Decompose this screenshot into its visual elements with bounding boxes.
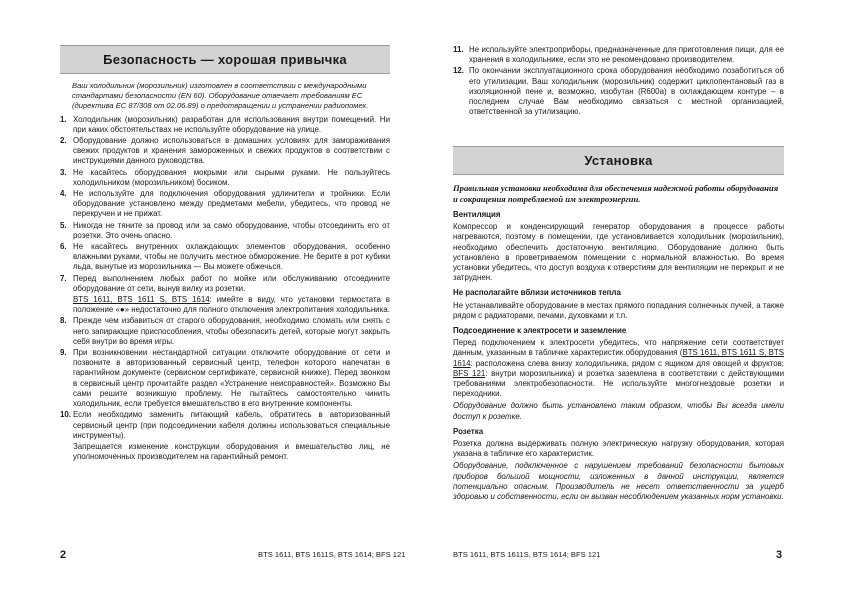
electric-title: Подсоединение к электросети и заземление xyxy=(453,326,627,336)
right-top-list xyxy=(453,45,784,118)
list-item: 1. Холодильник (морозильник) разработан для использования внутри помещений. Ни при каких обстоятельствах не используйте оборудование на улице. xyxy=(60,114,390,134)
list-item: 12. По окончании эксплуатационного срока оборудования необходимо позаботиться об его утилизации. Ваш холодильник (морозильник) содержит циклопентановый газ в изоляционной пене и, возможно, изобутан (R600a) в охлаждающем контуре – в последнем случае Вам необходимо связаться с местной организацией, ответственной за утилизацию. xyxy=(453,66,784,117)
socket-title: Розетка xyxy=(453,426,484,436)
footer-models: BTS 1611, BTS 1611S, BTS 1614; BFS 121 xyxy=(453,550,601,559)
list-item: 3. Не касайтесь оборудования мокрыми или сырыми руками. Не пользуйтесь холодильником (морозильником) босиком. xyxy=(60,167,390,187)
list-item: 11. Не используйте электроприборы, предназначенные для приготовления пищи, для ее хранения в холодильнике, если это не рекомендовано производителем. xyxy=(453,45,784,65)
list-item: 6. Не касайтесь внутренних охлаждающих элементов оборудования, особенно влажными руками, чтобы не получить местное обморожение. Не берите в рот кубики льда, вынутые из морозильника — Вы можете обжечься. xyxy=(60,242,390,272)
footer-models: BTS 1611, BTS 1611S, BTS 1614; BFS 121 xyxy=(258,550,406,559)
item7-note: BTS 1611, BTS 1611 S, BTS 1614: имейте в виду, что установки термостата в положение «●» недостаточно для полного отключения электропитания холодильника. xyxy=(73,295,390,315)
list-item: 7. Перед выполнением любых работ по мойке или обслуживанию отсоедините оборудование от сети, вынув вилку из розетки. BTS 1611, BTS 1611 S, BTS 1614: имейте в виду, что установки термостата в положение «●» недостаточно для полного отключения электропитания холодильника. xyxy=(60,273,390,315)
section-heading-installation xyxy=(453,146,784,175)
list-item: 4. Не используйте для подключения оборудования удлинители и тройники. Если оборудование установлено между предметами мебели, убедитесь, что провод не перекручен и не прижат. xyxy=(60,189,390,219)
right-page xyxy=(421,0,842,595)
heat-text: Не устанавливайте оборудование в местах прямого попадания солнечных лучей, а также рядом с радиаторами, печами, духовками и т.п. xyxy=(453,300,784,320)
installation-intro: Правильная установка необходима для обеспечения надежной работы оборудования и сокращения потребляемой им электроэнергии. xyxy=(453,183,779,204)
section-heading-safety xyxy=(60,45,390,74)
list-item: 5. Никогда не тяните за провод или за само оборудование, чтобы отсоединить его от розетки. Это очень опасно. xyxy=(60,220,390,240)
heading-text: Установка xyxy=(584,153,653,168)
list-item: 9. При возникновении нестандартной ситуации отключите оборудование от сети и позвоните в авторизованный сервисный центр, телефон которого напечатан в гарантийном документе (сервисном сертификате, сервисной книжке). Перед звонком в сервисный центр прочитайте раздел «Устранение неисправностей». Возможно Вы сами решите возникшую проблему. Не пытайтесь самостоятельно чинить холодильник, если требуется вмешательство в его внутренние компоненты. xyxy=(60,348,390,409)
list-item: 8. Прежде чем избавиться от старого оборудования, необходимо сломать или снять с него запирающие приспособления, чтобы обезопасить детей, которые могут закрыть себя внутри во время игры. xyxy=(60,316,390,346)
safety-intro: Ваш холодильник (морозильник) изготовлен в соответствии с международными стандартами безопасности (EN 60). Оборудование отвечает требованиям ЕС (директива ЕС 87/308 от 02.06.89) о предотвращении и устранении радиопомех. xyxy=(72,81,369,111)
heading-text: Безопасность — хорошая привычка xyxy=(103,52,347,67)
right-column xyxy=(453,183,784,504)
electric-text: Перед подключением к электросети убедитесь, что напряжение сети соответствует данным, указанным в табличке характеристик оборудования (BTS 1611, BTS 1611 S, BTS 1614: расположена слева внизу холодильника, рядом с ящиком для овощей и фруктов; BFS 121: внутри морозильника) и розетка заземлена в соответствии с действующими требованиями электробезопасности. Не используйте многогнездовые розетки и переходники. xyxy=(453,338,785,399)
socket-text: Розетка должна выдерживать полную электрическую нагрузку оборудования, которая указана в табличке его характеристик. xyxy=(453,439,784,459)
ventilation-title: Вентиляция xyxy=(453,210,501,219)
left-column xyxy=(60,81,390,463)
socket-italic: Оборудование, подключенное с нарушением требований безопасности бытовых приборов большой мощности, изложенных в данной инструкции, является потенциально опасным. Производитель не несет ответственности за ущерб здоровью и собственности, если он вызван несоблюдением указанных норм установки. xyxy=(453,461,784,502)
ventilation-text: Компрессор и конденсирующий генератор оборудования в процессе работы нагреваются, поэтому в помещении, где установливается холодильник (морозильник), необходимо обеспечить достаточную вентиляцию. Оборудование должно быть установлено в проветриваемом помещении с нормальной влажностью. Во время установки убедитесь, что доступ воздуха к отверстиям для вентиляции не перекрыт и не затруднен. xyxy=(453,222,784,283)
electric-italic: Оборудование должно быть установлено таким образом, чтобы Вы всегда имели доступ к розетке. xyxy=(453,401,784,421)
list-item: 10. Если необходимо заменить питающий кабель, обратитесь в авторизованный сервисный центр (при подсоединении кабеля должны использоваться специальные инструменты). Запрещается изменение конструкции оборудования и вмешательство лиц, не уполномоченных производителем на гарантийный ремонт. xyxy=(60,410,390,462)
heat-title: Не располагайте вблизи источников тепла xyxy=(453,288,621,298)
page-number: 2 xyxy=(60,549,67,561)
page-number: 3 xyxy=(776,549,783,561)
list-item: 2. Оборудование должно использоваться в домашних условиях для замораживания свежих продуктов и хранения замороженных и свежих продуктов в соответствии с инструкциями данного руководства. xyxy=(60,136,390,166)
